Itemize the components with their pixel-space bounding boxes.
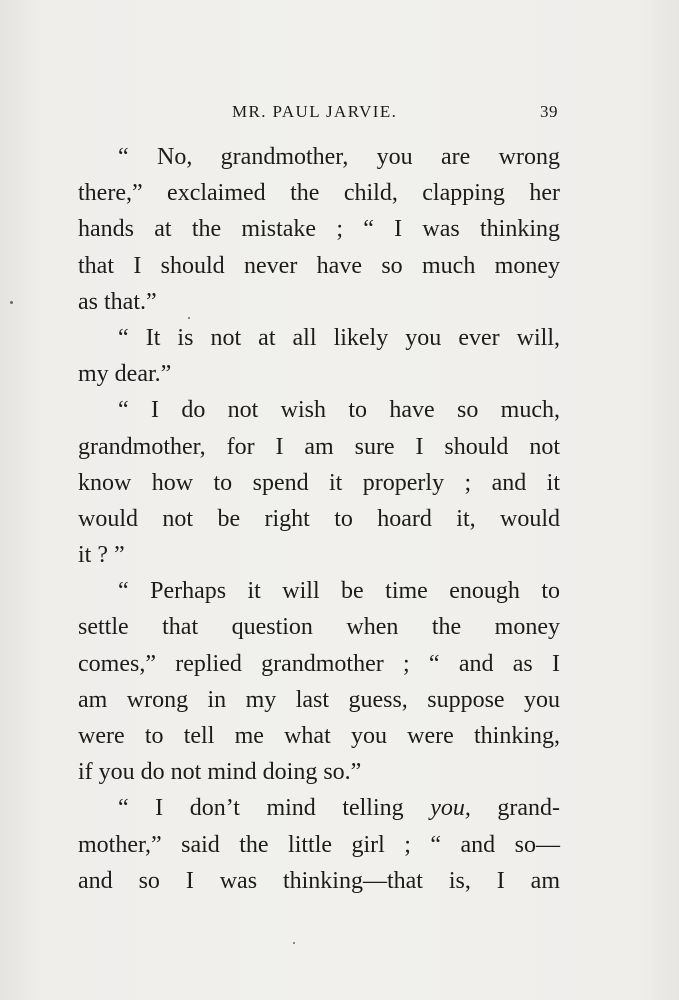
text-line: there,” exclaimed the child, clapping her xyxy=(78,180,560,207)
text-line: as that.” xyxy=(78,288,157,315)
text-line: grandmother, for I am sure I should not xyxy=(78,433,560,460)
running-head xyxy=(0,102,679,130)
text-line: settle that question when the money xyxy=(78,614,560,641)
text-line: “ Perhaps it will be time enough to xyxy=(118,578,560,605)
paper-speck xyxy=(188,317,190,319)
text-line: “ I do not wish to have so much, xyxy=(118,397,560,424)
text-line xyxy=(78,790,560,826)
text-segment: grand- xyxy=(497,795,561,822)
page-number: 39 xyxy=(540,102,558,121)
text-line: am wrong in my last guess, suppose you xyxy=(78,686,560,713)
text-line: hands at the mistake ; “ I was thinking xyxy=(78,216,560,243)
emphasized-word: you, xyxy=(430,795,471,822)
text-line: would not be right to hoard it, would xyxy=(78,505,560,532)
text-line: comes,” replied grandmother ; “ and as I xyxy=(78,650,560,677)
paper-speck xyxy=(293,942,295,944)
text-line: “ No, grandmother, you are wrong xyxy=(118,144,560,170)
text-line: it ? ” xyxy=(78,542,125,569)
text-line: “ It is not at all likely you ever will, xyxy=(118,324,560,351)
text-line: know how to spend it properly ; and it xyxy=(78,469,560,496)
text-line: if you do not mind doing so.” xyxy=(78,759,362,786)
text-line: mother,” said the little girl ; “ and so— xyxy=(78,831,560,858)
text-line: were to tell me what you were thinking, xyxy=(78,723,560,749)
running-head-title: MR. PAUL JARVIE. xyxy=(232,102,398,121)
paper-speck xyxy=(10,301,13,304)
text-segment: “ I don’t mind telling xyxy=(118,795,404,822)
body-text xyxy=(78,139,560,899)
text-line: and so I was thinking—that is, I am xyxy=(78,867,560,894)
text-line: my dear.” xyxy=(78,361,172,388)
text-line: that I should never have so much money xyxy=(78,252,560,279)
